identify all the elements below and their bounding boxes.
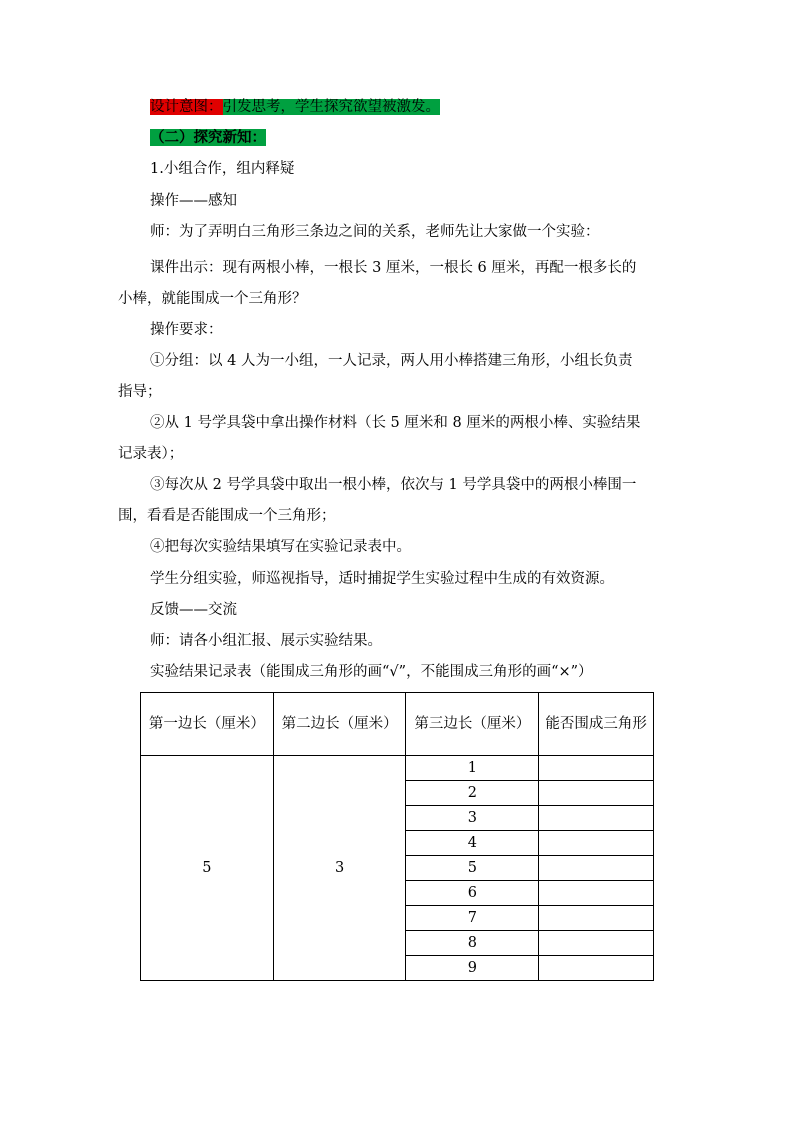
third-side-value: 9 (406, 956, 539, 981)
third-side-value: 2 (406, 781, 539, 806)
first-side-value: 5 (141, 756, 274, 981)
section-title: （二）探究新知： (150, 129, 266, 146)
third-side-value: 4 (406, 831, 539, 856)
third-side-value: 8 (406, 931, 539, 956)
teacher-statement-1: 师：为了弄明白三角形三条边之间的关系，老师先让大家做一个实验： (150, 224, 600, 240)
requirement-4: ④把每次实验结果填写在实验记录表中。 (150, 539, 411, 555)
teacher-statement-2: 师：请各小组汇报、展示实验结果。 (150, 633, 382, 649)
students-experiment: 学生分组实验，师巡视指导，适时捕捉学生实验过程中生成的有效资源。 (150, 571, 614, 587)
requirement-1-line-2: 指导； (118, 384, 162, 400)
feedback-exchange: 反馈——交流 (150, 602, 237, 618)
third-side-value: 6 (406, 881, 539, 906)
result-cell[interactable] (539, 956, 654, 981)
courseware-line-2: 小棒，就能围成一个三角形？ (118, 291, 307, 307)
result-cell[interactable] (539, 806, 654, 831)
design-intent-line (150, 97, 440, 117)
table-caption: 实验结果记录表（能围成三角形的画“√”，不能围成三角形的画“×”） (150, 664, 593, 680)
table-body (141, 756, 654, 981)
third-side-value: 3 (406, 806, 539, 831)
operation-perceive: 操作——感知 (150, 193, 237, 209)
result-cell[interactable] (539, 781, 654, 806)
result-cell[interactable] (539, 856, 654, 881)
courseware-line-1: 课件出示：现有两根小棒，一根长 3 厘米，一根长 6 厘米，再配一根多长的 (150, 260, 637, 276)
header-third-side: 第三边长（厘米） (406, 693, 539, 756)
second-side-value: 3 (273, 756, 406, 981)
experiment-record-table (140, 692, 654, 981)
design-intent-text: 引发思考，学生探究欲望被激发。 (222, 99, 440, 115)
requirement-2-line-1: ②从 1 号学具袋中拿出操作材料（长 5 厘米和 8 厘米的两根小棒、实验结果 (150, 415, 641, 431)
third-side-value: 7 (406, 906, 539, 931)
header-first-side: 第一边长（厘米） (141, 693, 274, 756)
operation-requirements: 操作要求： (150, 322, 223, 338)
table-header-row (141, 693, 654, 756)
result-cell[interactable] (539, 931, 654, 956)
header-can-form-triangle: 能否围成三角形 (539, 693, 654, 756)
design-intent-label: 设计意图： (150, 99, 223, 115)
result-cell[interactable] (539, 831, 654, 856)
result-cell[interactable] (539, 881, 654, 906)
third-side-value: 1 (406, 756, 539, 781)
requirement-1-line-1: ①分组：以 4 人为一小组，一人记录，两人用小棒搭建三角形，小组长负责 (150, 353, 633, 369)
result-cell[interactable] (539, 756, 654, 781)
requirement-2-line-2: 记录表）； (118, 446, 184, 462)
requirement-3-line-1: ③每次从 2 号学具袋中取出一根小棒，依次与 1 号学具袋中的两根小棒围一 (150, 477, 637, 493)
section-title-line (150, 128, 266, 148)
third-side-value: 5 (406, 856, 539, 881)
result-cell[interactable] (539, 906, 654, 931)
table-row (141, 756, 654, 781)
requirement-3-line-2: 围，看看是否能围成一个三角形； (118, 508, 336, 524)
header-second-side: 第二边长（厘米） (273, 693, 406, 756)
item-1-heading: 1.小组合作，组内释疑 (150, 161, 295, 177)
